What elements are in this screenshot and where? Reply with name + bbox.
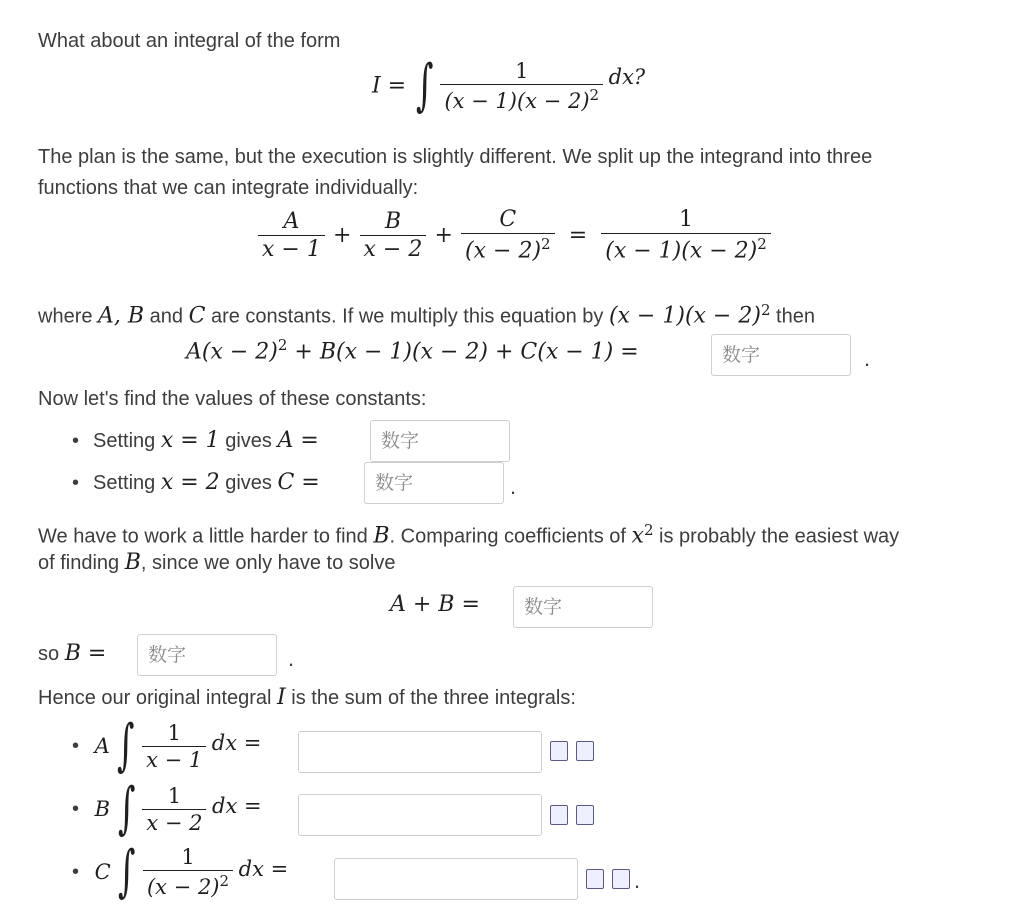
decomposition-equation: $\frac{A}{x - 1}$ + $\frac{B}{x - 2}$ + $\frac{C}{(x - 2)^2}$ = $\frac{1}{(x - 1)(x - 2)^2}$	[258, 207, 771, 263]
integral-sign: ∫	[118, 839, 136, 904]
integral-A-input[interactable]	[298, 731, 542, 773]
intro-denominator: $(x - 1)(x - 2)^2$	[440, 84, 603, 113]
sigma-icon[interactable]	[612, 869, 630, 889]
frac-rhs: $\frac{1}{(x - 1)(x - 2)^2}$	[601, 207, 771, 263]
expanded-input[interactable]: 数字	[711, 334, 851, 376]
B-dot: .	[288, 646, 295, 671]
expanded-dot: .	[864, 346, 871, 371]
integral-B: • B ∫ $\frac{1}{x - 2}$ dx =	[72, 776, 262, 841]
expanded-equation: $A(x - 2)^2 + B(x - 1)(x - 2) + C(x - 1)$ =	[186, 336, 639, 365]
bullet-setting-x2: • Setting x = 2 gives C =	[72, 470, 320, 495]
preview-icon[interactable]	[550, 741, 568, 761]
I-lhs: I =	[372, 73, 407, 99]
sigma-icon[interactable]	[576, 741, 594, 761]
frac-C: $\frac{C}{(x - 2)^2}$	[461, 207, 555, 263]
integral-sign: ∫	[117, 713, 135, 778]
A-input[interactable]: 数字	[370, 420, 510, 462]
soB-text: so B =	[38, 641, 107, 666]
integral-sign: ∫	[117, 776, 135, 841]
intro-fraction	[440, 59, 603, 113]
final-dot: .	[634, 868, 641, 893]
intro-equation	[372, 53, 646, 118]
integral-sign: ∫	[415, 53, 434, 118]
preview-icon[interactable]	[550, 805, 568, 825]
solve-equation: A + B =	[390, 592, 480, 617]
intro-numerator: 1	[515, 59, 529, 83]
C-dot: .	[510, 474, 517, 499]
plan-text-1: The plan is the same, but the execution is slightly different. We split up the integrand into three	[38, 146, 873, 168]
find-heading: Now let's find the values of these constants:	[38, 388, 427, 410]
where-text: where A, B and C are constants. If we multiply this equation by $(x - 1)(x - 2)^2$ then	[38, 301, 815, 329]
harder-text-2: of finding B, since we only have to solve	[38, 550, 396, 575]
bullet-setting-x1: • Setting x = 1 gives A =	[72, 428, 319, 453]
hence-text: Hence our original integral I is the sum of the three integrals:	[38, 685, 576, 710]
frac-B: $\frac{B}{x - 2}$	[360, 209, 427, 262]
preview-icon[interactable]	[586, 869, 604, 889]
intro-dx: dx?	[608, 65, 646, 89]
integral-C-input[interactable]	[334, 858, 578, 900]
integral-C: • C ∫ $\frac{1}{(x - 2)^2}$ dx =	[72, 839, 289, 904]
harder-text-1: We have to work a little harder to find B. Comparing coefficients of $x^2$ is probably the easiest way	[38, 521, 900, 549]
sigma-icon[interactable]	[576, 805, 594, 825]
integral-A: • A ∫ $\frac{1}{x - 1}$ dx =	[72, 713, 262, 778]
A-plus-B-input[interactable]: 数字	[513, 586, 653, 628]
integral-B-input[interactable]	[298, 794, 542, 836]
B-input[interactable]: 数字	[137, 634, 277, 676]
intro-text: What about an integral of the form	[38, 30, 341, 52]
C-input[interactable]: 数字	[364, 462, 504, 504]
plan-text-2: functions that we can integrate individually:	[38, 177, 419, 199]
frac-A: $\frac{A}{x - 1}$	[258, 209, 325, 262]
